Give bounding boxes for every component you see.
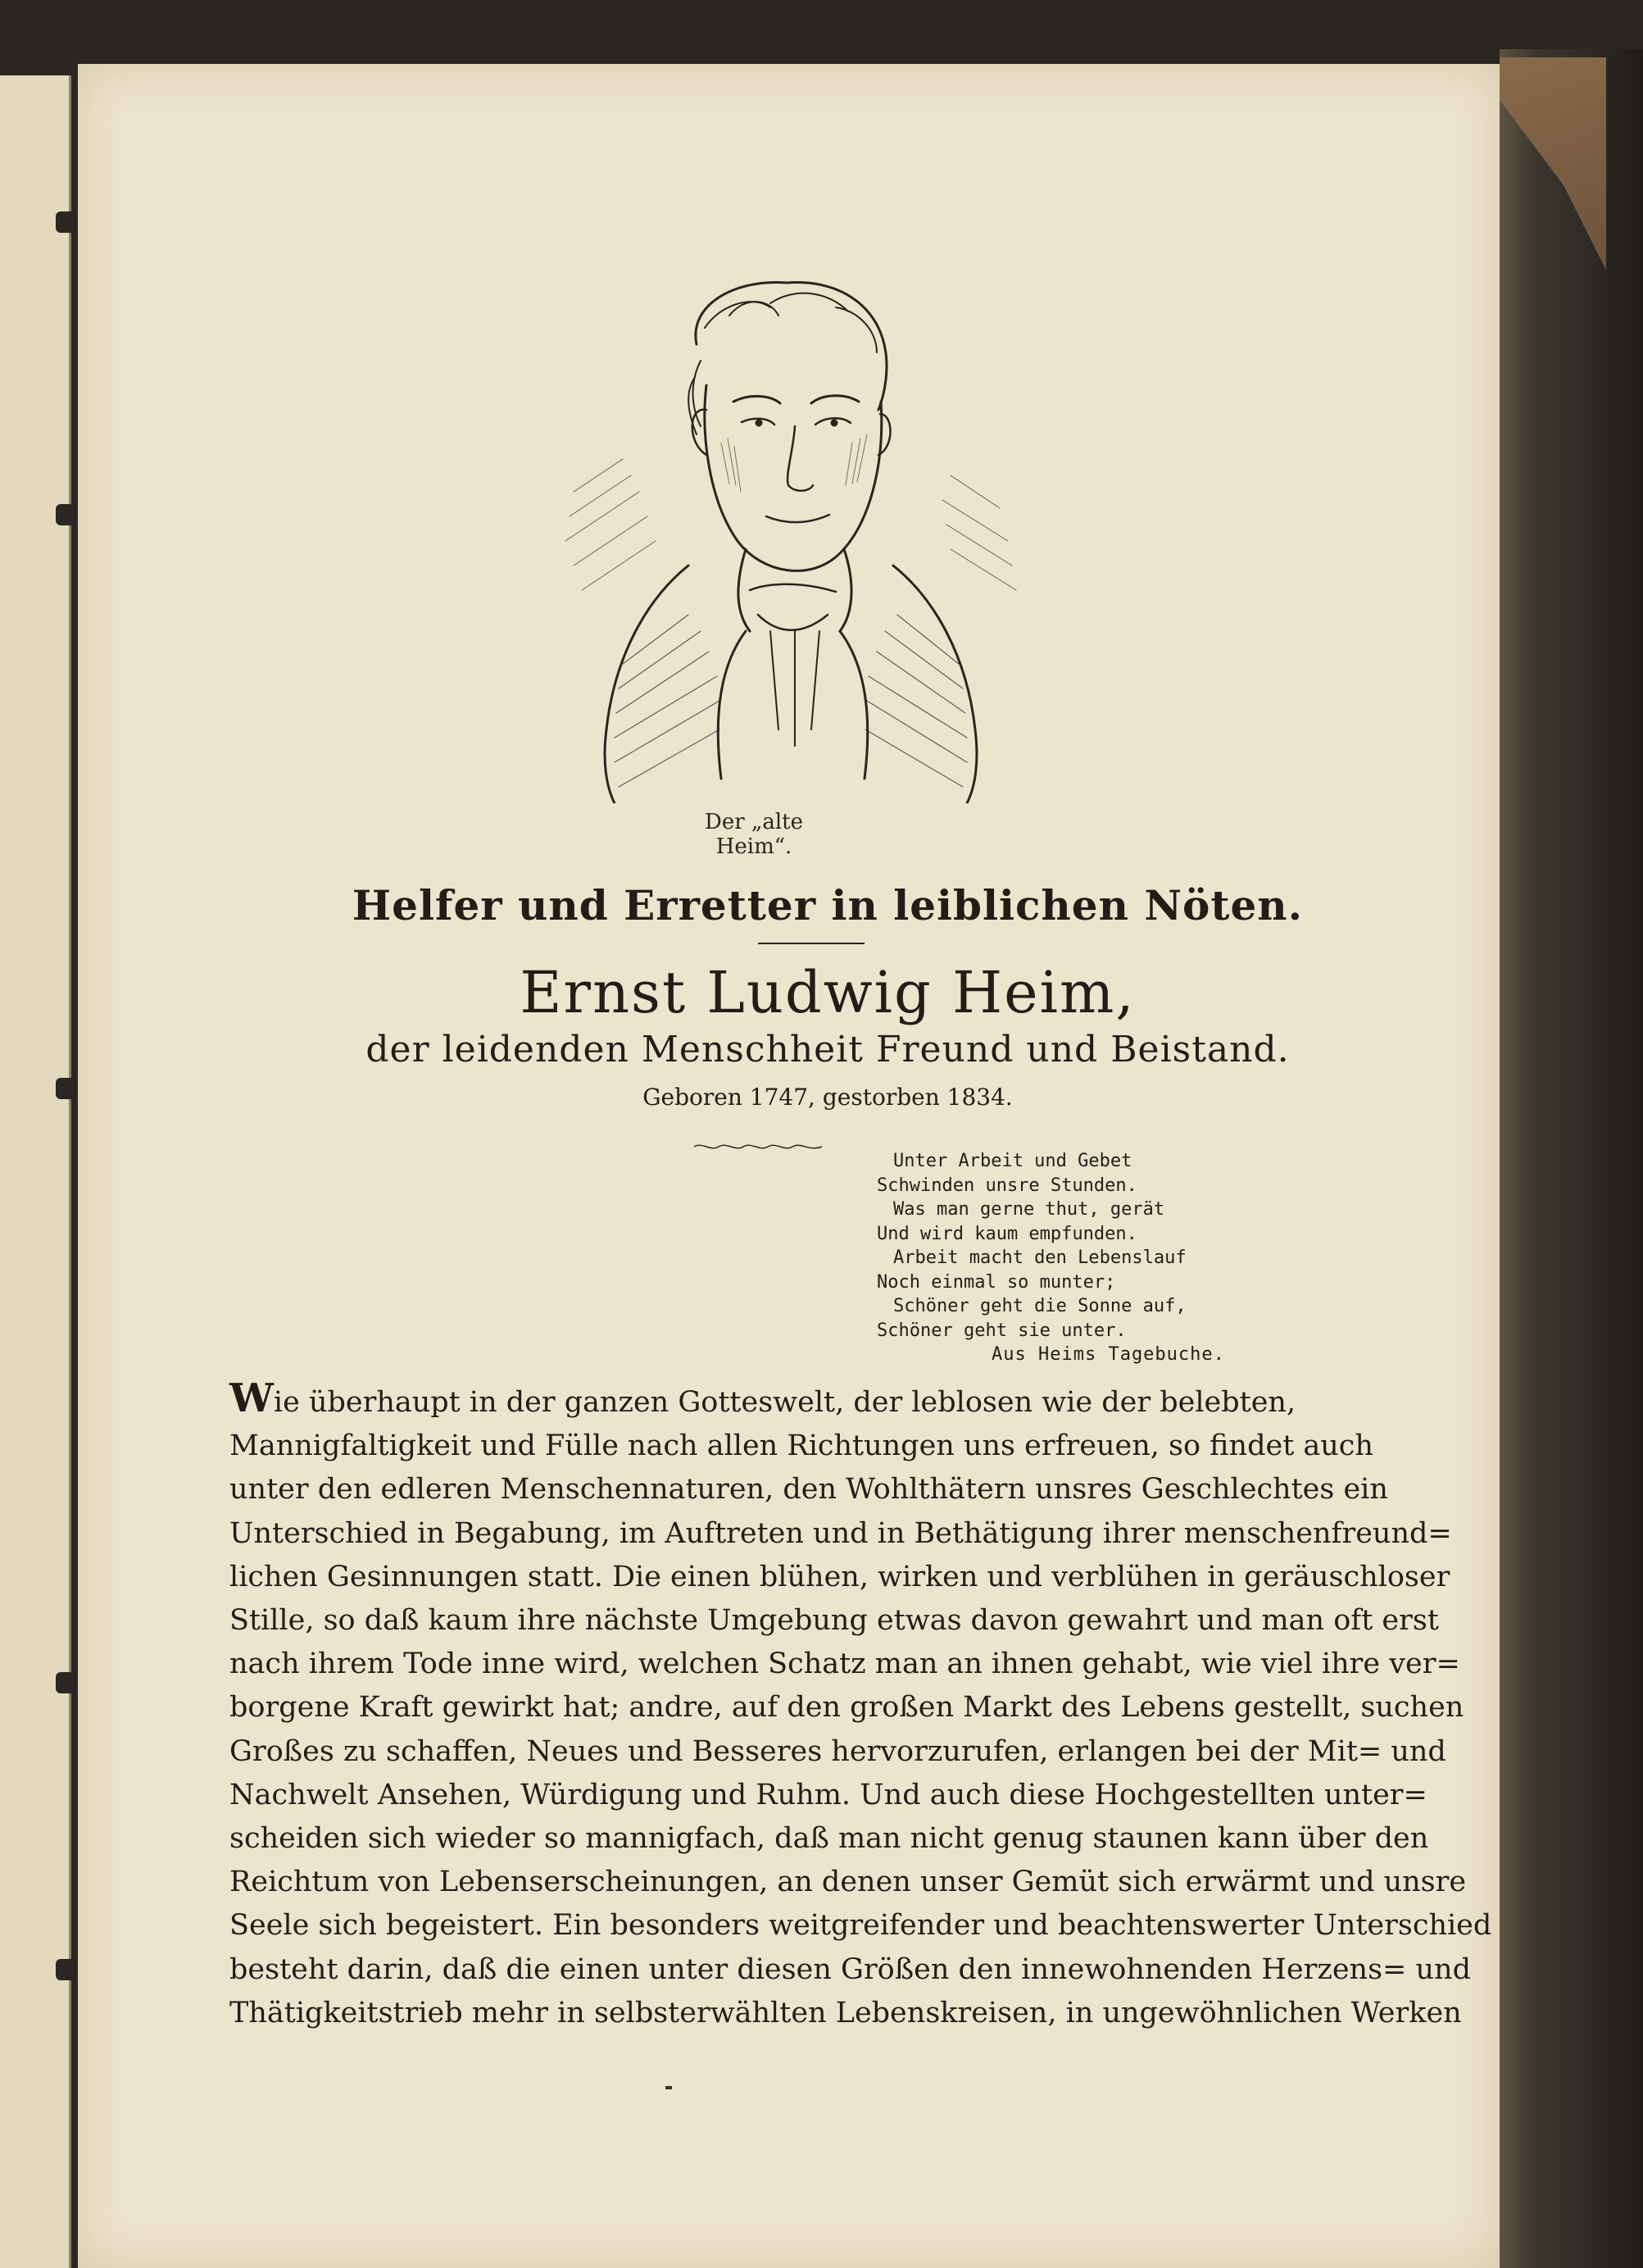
body-line: Unterschied in Begabung, im Auftreten und in Bethätigung ihrer menschenfreund=: [229, 1516, 1452, 1550]
poem-line: Noch einmal so munter;: [877, 1271, 1116, 1293]
poem-line: Schwinden unsre Stunden.: [877, 1175, 1137, 1196]
person-subtitle: der leidenden Menschheit Freund und Beistand.: [365, 1029, 1290, 1070]
body-line: unter den edleren Menschennaturen, den Wohlthätern unsres Geschlechtes ein: [229, 1473, 1388, 1507]
body-line: Mannigfaltigkeit und Fülle nach allen Richtungen uns erfreuen, so findet auch: [229, 1429, 1373, 1463]
body-line-rest: ie überhaupt in der ganzen Gotteswelt, der leblosen wie der belebten,: [273, 1386, 1296, 1419]
epigraph-poem: [877, 1149, 1237, 1367]
person-name: Ernst Ludwig Heim,: [520, 959, 1136, 1026]
poem-source: Aus Heims Tagebuche.: [992, 1344, 1225, 1365]
body-text: [229, 1375, 1492, 2035]
binding-stitch: [56, 211, 80, 233]
body-line: Reichtum von Lebenserscheinungen, an denen unser Gemüt sich erwärmt und unsre: [229, 1866, 1467, 1899]
body-line: Thätigkeitstrieb mehr in selbsterwählten Lebenskreisen, in ungewöhnlichen Werken: [229, 1996, 1462, 2029]
poem-line: Schöner geht die Sonne auf,: [893, 1296, 1187, 1316]
section-title: Helfer und Erretter in leiblichen Nöten.: [352, 881, 1304, 929]
body-line: Großes zu schaffen, Neues und Besseres hervorzurufen, erlangen bei der Mit= und: [229, 1734, 1446, 1768]
poem-line: Schöner geht sie unter.: [877, 1320, 1127, 1341]
poem-line: Unter Arbeit und Gebet: [893, 1151, 1132, 1171]
life-dates: Geboren 1747, gestorben 1834.: [642, 1084, 1013, 1111]
binding-stitch: [56, 1078, 80, 1099]
body-line: borgene Kraft gewirkt hat; andre, auf den großen Markt des Lebens gestellt, suchen: [229, 1691, 1464, 1725]
divider-rule: [758, 943, 865, 944]
body-line: nach ihrem Tode inne wird, welchen Schatz man an ihnen gehabt, wie viel ihre ver=: [229, 1648, 1460, 1681]
body-line: [229, 1377, 1295, 1425]
poem-line: Arbeit macht den Lebenslauf: [893, 1248, 1187, 1268]
book-cover-edge: [1500, 49, 1643, 2268]
portrait-engraving: [524, 270, 1049, 803]
portrait-caption: Der „alte Heim“.: [704, 810, 804, 859]
body-line: scheiden sich wieder so mannigfach, daß man nicht genug staunen kann über den: [229, 1822, 1429, 1856]
poem-line: Was man gerne thut, gerät: [893, 1199, 1165, 1220]
body-line: lichen Gesinnungen statt. Die einen blühen, wirken und verblühen in geräuschloser: [229, 1560, 1450, 1593]
binding-stitch: [56, 1672, 80, 1693]
body-line: Stille, so daß kaum ihre nächste Umgebung etwas davon gewahrt und man oft erst: [229, 1604, 1439, 1638]
page-mark: [665, 2086, 672, 2089]
body-line: Seele sich begeistert. Ein besonders weitgreifender und beachtenswerter Unterschied: [229, 1909, 1492, 1943]
facing-page-edge: [0, 75, 71, 2268]
ornamental-rule: [692, 1142, 824, 1152]
body-line: Nachwelt Ansehen, Würdigung und Ruhm. Und auch diese Hochgestellten unter=: [229, 1778, 1427, 1811]
binding-stitch: [56, 504, 80, 525]
binding-stitch: [56, 1959, 80, 1980]
drop-cap: W: [229, 1375, 274, 1421]
body-line: besteht darin, daß die einen unter diesen Größen den innewohnenden Herzens= und: [229, 1952, 1471, 1986]
poem-line: Und wird kaum empfunden.: [877, 1223, 1137, 1244]
